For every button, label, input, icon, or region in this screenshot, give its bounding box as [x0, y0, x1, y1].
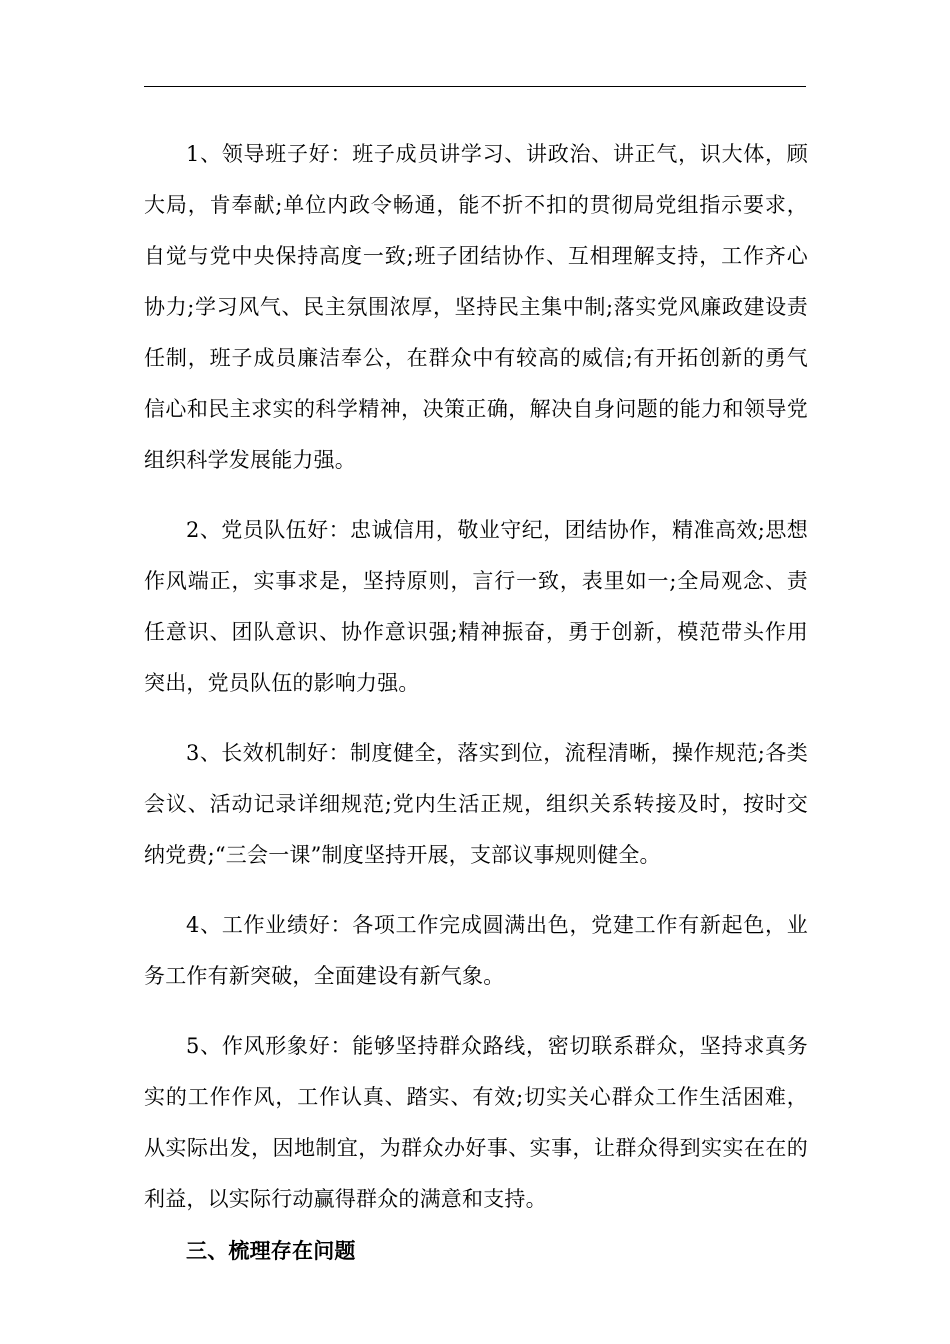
paragraph-leadership: 1、领导班子好：班子成员讲学习、讲政治、讲正气，识大体，顾大局，肯奉献;单位内政令畅通，能不折不扣的贯彻局党组指示要求，自觉与党中央保持高度一致;班子团结协作、互相理解支持，工作齐心协力;学习风气、民主氛围浓厚，坚持民主集中制;落实党风廉政建设责任制，班子成员廉洁奉公，在群众中有较高的威信;有开拓创新的勇气信心和民主求实的科学精神，决策正确，解决自身问题的能力和领导党组织科学发展能力强。 [144, 142, 808, 472]
document-body [144, 129, 808, 1276]
paragraph-work-style: 5、作风形象好：能够坚持群众路线，密切联系群众，坚持求真务实的工作作风，工作认真、踏实、有效;切实关心群众工作生活困难，从实际出发，因地制宜，为群众办好事、实事，让群众得到实实在在的利益，以实际行动赢得群众的满意和支持。 [144, 1034, 808, 1211]
paragraph-performance: 4、工作业绩好：各项工作完成圆满出色，党建工作有新起色，业务工作有新突破，全面建设有新气象。 [144, 913, 808, 988]
paragraph-party-members: 2、党员队伍好：忠诚信用，敬业守纪，团结协作，精准高效;思想作风端正，实事求是，坚持原则，言行一致，表里如一;全局观念、责任意识、团队意识、协作意识强;精神振奋，勇于创新，模范带头作用突出，党员队伍的影响力强。 [144, 518, 808, 695]
section-heading: 三、梳理存在问题 [186, 1238, 356, 1263]
header-rule [144, 86, 806, 87]
paragraph-mechanism: 3、长效机制好：制度健全，落实到位，流程清晰，操作规范;各类会议、活动记录详细规范;党内生活正规，组织关系转接及时，按时交纳党费;“三会一课”制度坚持开展，支部议事规则健全。 [144, 741, 808, 867]
